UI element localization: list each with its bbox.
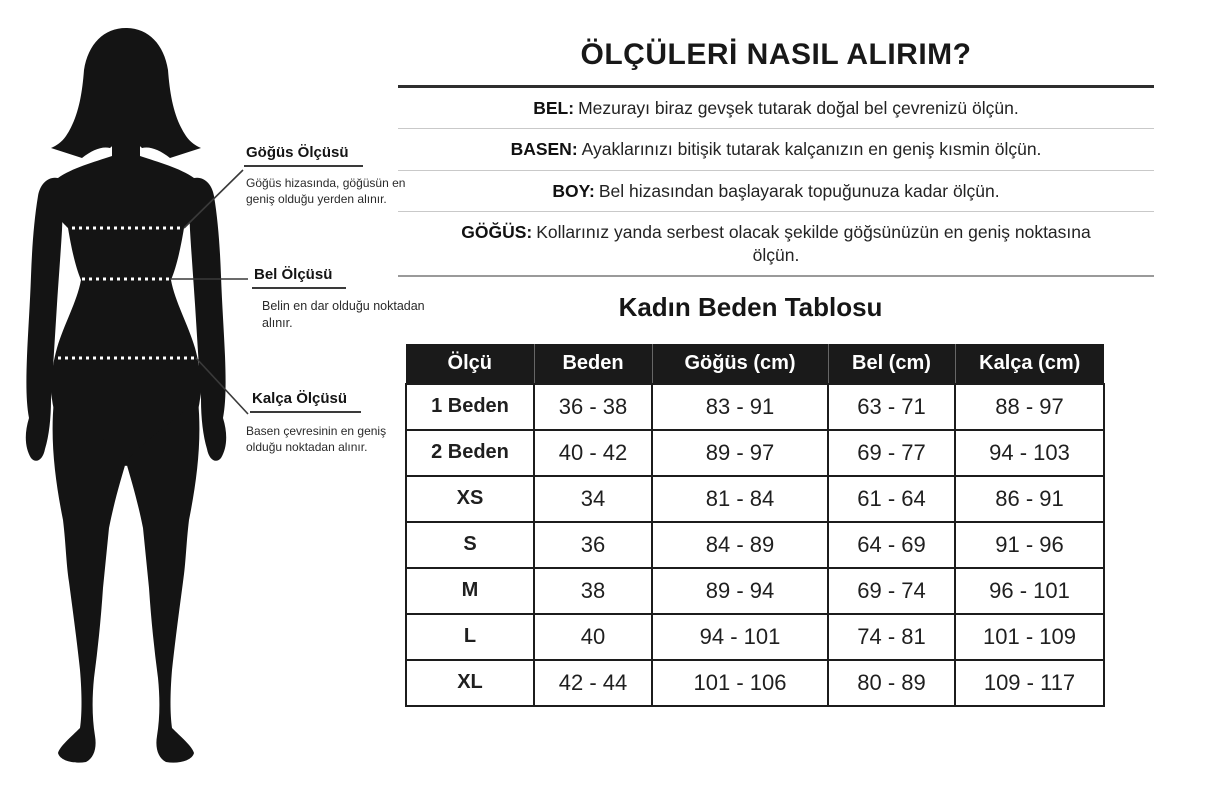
column-header: Beden bbox=[534, 344, 652, 384]
measurement-cell: 61 - 64 bbox=[828, 476, 955, 522]
size-label-cell: XS bbox=[406, 476, 534, 522]
measurement-cell: 88 - 97 bbox=[955, 384, 1104, 430]
waist-annotation bbox=[252, 266, 425, 330]
measurement-cell: 89 - 94 bbox=[652, 568, 828, 614]
chest-annotation-title: Göğüs Ölçüsü bbox=[244, 144, 363, 167]
column-header: Bel (cm) bbox=[828, 344, 955, 384]
size-label-cell: L bbox=[406, 614, 534, 660]
waist-annotation-title: Bel Ölçüsü bbox=[252, 266, 346, 289]
size-table-body bbox=[406, 384, 1104, 706]
instruction-gogus bbox=[446, 212, 1106, 275]
measurement-cell: 40 - 42 bbox=[534, 430, 652, 476]
measurement-cell: 109 - 117 bbox=[955, 660, 1104, 706]
size-table bbox=[405, 344, 1105, 707]
hip-annotation-title: Kalça Ölçüsü bbox=[250, 390, 361, 413]
instruction-boy-text: Bel hizasından başlayarak topuğunuza kadar ölçün. bbox=[598, 180, 1000, 201]
instruction-gogus-text: Kollarınız yanda serbest olacak şekilde göğsünüzün en geniş noktasına ölçün. bbox=[536, 222, 1091, 265]
measurement-cell: 74 - 81 bbox=[828, 614, 955, 660]
instruction-basen-label: BASEN: bbox=[510, 139, 578, 160]
waist-annotation-description: Belin en dar olduğu noktadan alınır. bbox=[262, 299, 425, 330]
size-table-header bbox=[406, 344, 1104, 384]
table-row bbox=[406, 476, 1104, 522]
measurement-cell: 38 bbox=[534, 568, 652, 614]
size-label-cell: S bbox=[406, 522, 534, 568]
measurement-cell: 84 - 89 bbox=[652, 522, 828, 568]
column-header: Ölçü bbox=[406, 344, 534, 384]
table-row bbox=[406, 568, 1104, 614]
chest-annotation-description: Göğüs hizasında, göğüsün en geniş olduğu yerden alınır. bbox=[246, 176, 406, 206]
instruction-gogus-label: GÖĞÜS: bbox=[461, 222, 533, 243]
column-header: Göğüs (cm) bbox=[652, 344, 828, 384]
measurement-cell: 63 - 71 bbox=[828, 384, 955, 430]
measurement-cell: 101 - 106 bbox=[652, 660, 828, 706]
size-label-cell: XL bbox=[406, 660, 534, 706]
chest-annotation bbox=[244, 144, 406, 206]
measurement-cell: 64 - 69 bbox=[828, 522, 955, 568]
instructions-panel bbox=[398, 30, 1154, 707]
instruction-bel-label: BEL: bbox=[533, 98, 575, 118]
measurement-cell: 34 bbox=[534, 476, 652, 522]
size-label-cell: 2 Beden bbox=[406, 430, 534, 476]
table-row bbox=[406, 430, 1104, 476]
measurement-cell: 69 - 77 bbox=[828, 430, 955, 476]
right-leg-shape bbox=[126, 400, 199, 763]
silhouette-shapes bbox=[26, 28, 226, 763]
size-label-cell: M bbox=[406, 568, 534, 614]
divider bbox=[398, 275, 1154, 277]
measurement-cell: 36 - 38 bbox=[534, 384, 652, 430]
measurement-cell: 89 - 97 bbox=[652, 430, 828, 476]
measurement-cell: 40 bbox=[534, 614, 652, 660]
size-table-header-row bbox=[406, 344, 1104, 384]
measurement-cell: 80 - 89 bbox=[828, 660, 955, 706]
table-row bbox=[406, 614, 1104, 660]
measurement-cell: 91 - 96 bbox=[955, 522, 1104, 568]
measurement-cell: 81 - 84 bbox=[652, 476, 828, 522]
measurement-cell: 36 bbox=[534, 522, 652, 568]
size-table-section bbox=[398, 292, 1154, 707]
size-table-title: Kadın Beden Tablosu bbox=[618, 291, 883, 322]
measurement-cell: 69 - 74 bbox=[828, 568, 955, 614]
measurement-cell: 83 - 91 bbox=[652, 384, 828, 430]
instruction-bel-text: Mezurayı biraz gevşek tutarak doğal bel çevrenizü ölçün. bbox=[578, 98, 1019, 118]
hip-annotation bbox=[246, 390, 387, 454]
table-row bbox=[406, 384, 1104, 430]
left-leg-shape bbox=[53, 400, 126, 763]
page-title: ÖLÇÜLERİ NASIL ALIRIM? bbox=[580, 38, 972, 71]
table-row bbox=[406, 522, 1104, 568]
table-row bbox=[406, 660, 1104, 706]
instruction-basen bbox=[398, 129, 1154, 169]
instruction-bel bbox=[398, 88, 1154, 128]
instruction-boy-label: BOY: bbox=[552, 180, 595, 201]
measurement-cell: 101 - 109 bbox=[955, 614, 1104, 660]
measurement-cell: 42 - 44 bbox=[534, 660, 652, 706]
measurement-cell: 86 - 91 bbox=[955, 476, 1104, 522]
measurement-cell: 96 - 101 bbox=[955, 568, 1104, 614]
hip-annotation-description: Basen çevresinin en geniş olduğu noktadan alınır. bbox=[246, 424, 387, 454]
measurement-cell: 94 - 101 bbox=[652, 614, 828, 660]
instruction-boy bbox=[398, 171, 1154, 211]
column-header: Kalça (cm) bbox=[955, 344, 1104, 384]
instruction-basen-text: Ayaklarınızı bitişik tutarak kalçanızın en geniş kısmin ölçün. bbox=[581, 139, 1042, 160]
size-label-cell: 1 Beden bbox=[406, 384, 534, 430]
measurement-cell: 94 - 103 bbox=[955, 430, 1104, 476]
